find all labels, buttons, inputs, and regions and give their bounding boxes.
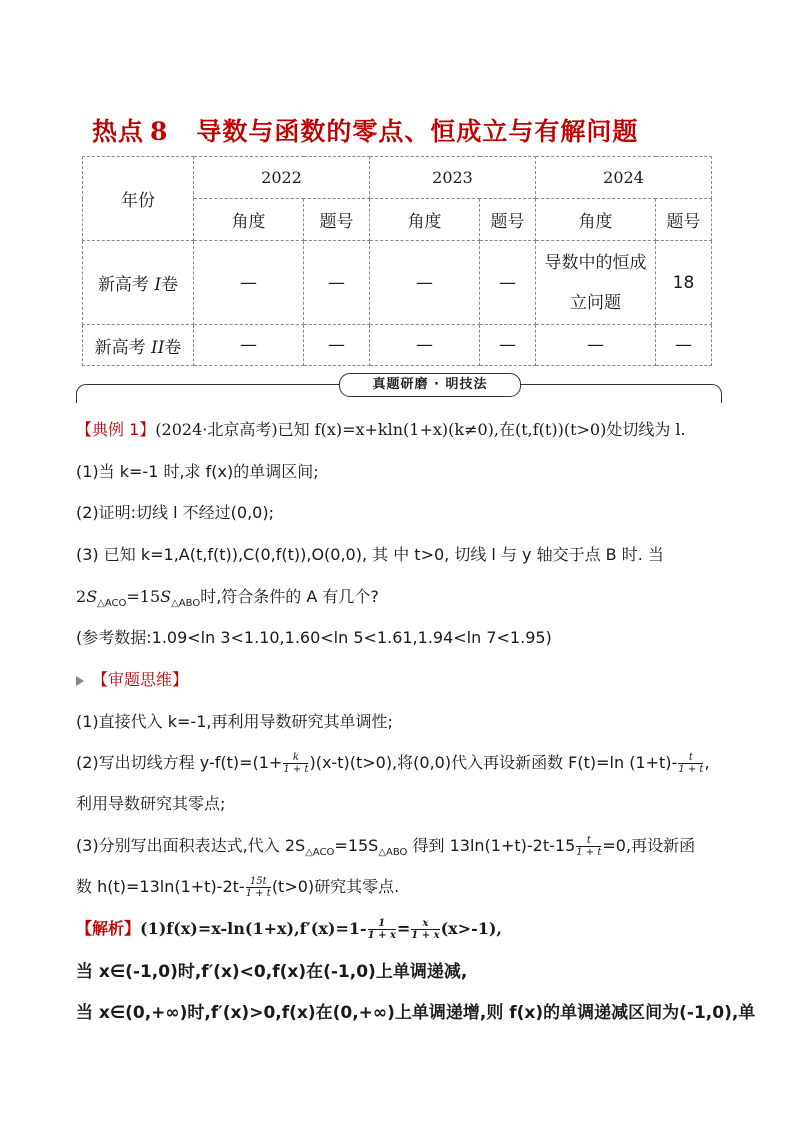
table-cell: — <box>370 241 480 325</box>
table-row <box>83 325 712 366</box>
example-line-4: (3) 已知 k=1,A(t,f(t)),C(0,f(t)),O(0,0), 其 中 t>0, 切线 l 与 y 轴交于点 B 时. 当 <box>76 545 664 564</box>
example-line-3: (2)证明:切线 l 不经过(0,0); <box>76 503 274 522</box>
exam-table <box>82 156 712 366</box>
qnum-header: 题号 <box>304 199 370 241</box>
triangle-icon <box>76 676 84 686</box>
table-cell: — <box>480 241 536 325</box>
table-cell: — <box>656 325 712 366</box>
table-cell: — <box>304 241 370 325</box>
section-banner: 真题研磨 · 明技法 <box>339 373 521 397</box>
table-cell: — <box>304 325 370 366</box>
table-cell: — <box>370 325 480 366</box>
solution-line-2: 当 x∈(-1,0)时,f′(x)<0,f(x)在(-1,0)上单调递减, <box>76 962 468 982</box>
solution-line-3: 当 x∈(0,+∞)时,f′(x)>0,f(x)在(0,+∞)上单调递增,则 f(x)的单调递减区间为(-1,0),单 <box>76 1003 756 1023</box>
qnum-header: 题号 <box>480 199 536 241</box>
row-label: 新高考 I卷 <box>83 241 194 325</box>
title-number: 8 <box>150 117 169 146</box>
example-line-6: (参考数据:1.09<ln 3<1.10,1.60<ln 5<1.61,1.94<ln 7<1.95) <box>76 628 552 647</box>
table-row <box>83 241 712 325</box>
angle-header: 角度 <box>536 199 656 241</box>
year-2023: 2023 <box>370 157 536 199</box>
table-cell: — <box>480 325 536 366</box>
thinking-line-2: (2)写出切线方程 y-f(t)=(1+ $\frac{k}{1 + t}$ )(x-t)(t>0),将(0,0)代入再设新函数 F(t)=ln (1+t)- $\frac{t}{1 + t}$ , <box>76 752 710 775</box>
example-line-1: 【典例 1】(2024·北京高考)已知 f(x)=x+kln(1+x)(k≠0),在(t,f(t))(t>0)处切线为 l. <box>76 420 686 439</box>
page-title <box>92 112 638 148</box>
table-cell: 18 <box>656 241 712 325</box>
year-2024: 2024 <box>536 157 712 199</box>
angle-header: 角度 <box>370 199 480 241</box>
thinking-line-5: 数 h(t)=13ln(1+t)-2t- $\frac{15t}{1 + t}$ (t>0)研究其零点. <box>76 876 400 899</box>
table-cell: 导数中的恒成 立问题 <box>536 241 656 325</box>
thinking-line-4: (3)分别写出面积表达式,代入 $2S_{\triangle ACO}=15S_{\triangle ABO}$ 得到 13ln(1+t)-2t-15 $\frac{t}{1 + t}$ =0,再设新函 <box>76 835 696 859</box>
table-cell: — <box>194 241 304 325</box>
thinking-header: 【审题思维】 <box>76 670 188 690</box>
title-prefix: 热点 <box>92 117 145 146</box>
solution-line-1: 【解析】(1)f(x)=x-ln(1+x),f′(x)=1- $\frac{1}{1 + x}$ = $\frac{x}{1 + x}$ (x>-1), <box>76 918 502 941</box>
row-label: 新高考 II卷 <box>83 325 194 366</box>
year-header: 年份 <box>83 157 194 241</box>
example-line-2: (1)当 k=-1 时,求 f(x)的单调区间; <box>76 462 319 481</box>
year-2022: 2022 <box>194 157 370 199</box>
title-text: 导数与函数的零点、恒成立与有解问题 <box>196 117 639 146</box>
example-line-5: $2S_{\triangle ACO}=15S_{\triangle ABO}$时,符合条件的 A 有几个? <box>76 587 379 610</box>
table-cell: — <box>194 325 304 366</box>
qnum-header: 题号 <box>656 199 712 241</box>
thinking-line-1: (1)直接代入 k=-1,再利用导数研究其单调性; <box>76 712 393 731</box>
thinking-line-3: 利用导数研究其零点; <box>76 794 226 813</box>
angle-header: 角度 <box>194 199 304 241</box>
table-cell: — <box>536 325 656 366</box>
